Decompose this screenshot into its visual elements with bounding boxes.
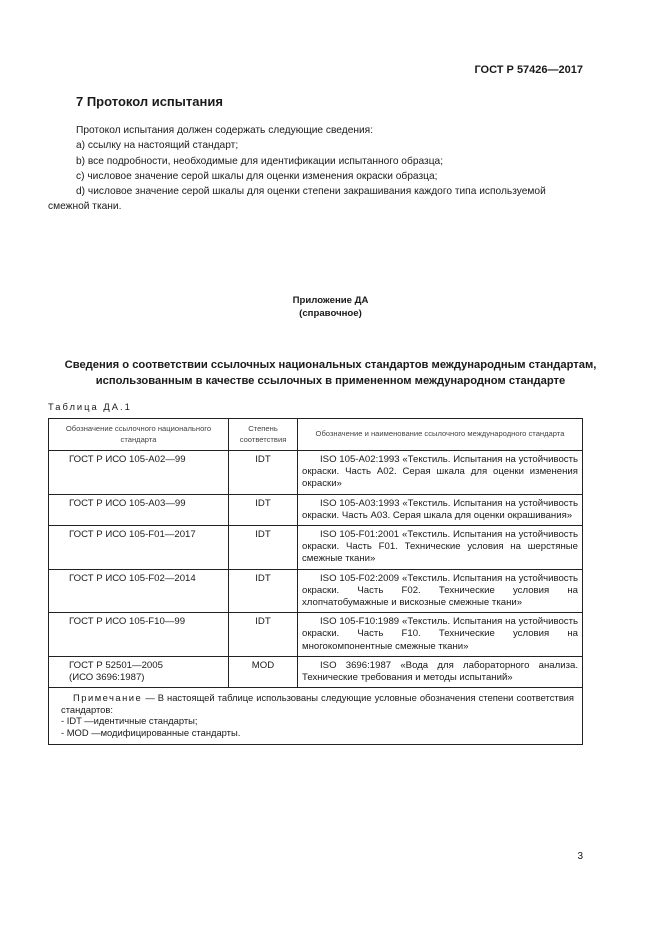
document-code: ГОСТ Р 57426—2017 — [474, 64, 583, 76]
cell-degree: IDT — [229, 526, 298, 570]
correspondence-table — [48, 418, 583, 745]
table-label: Таблица ДА.1 — [48, 401, 132, 412]
table-row — [49, 451, 583, 495]
appendix-title: Приложение ДА — [292, 295, 369, 306]
note-item: - MOD —модифицированные стандарты. — [61, 727, 241, 739]
cell-national: ГОСТ Р ИСО 105-F02—2014 — [49, 569, 229, 613]
cell-degree: MOD — [229, 656, 298, 687]
table-note-row — [49, 688, 583, 744]
cell-international: ISO 105-A03:1993 «Текстиль. Испытания на устойчивость окраски. Часть А03. Серая шкала для оценки окрашивания» — [298, 494, 583, 525]
table-row — [49, 494, 583, 525]
table-row — [49, 613, 583, 657]
header-degree: Степень соответствия — [229, 419, 298, 451]
note-item: - IDT —идентичные стандарты; — [61, 715, 198, 727]
table-row — [49, 526, 583, 570]
section-body — [48, 123, 583, 215]
cell-national-line: (ИСО 3696:1987) — [69, 672, 145, 684]
note-lead: Примечание — [73, 692, 143, 704]
list-item: d) числовое значение серой шкалы для оценки степени закрашивания каждого типа используемой смежной ткани. — [48, 186, 546, 213]
cell-degree: IDT — [229, 451, 298, 495]
list-item: c) числовое значение серой шкалы для оценки изменения окраски образца; — [76, 170, 438, 182]
cell-national: ГОСТ Р ИСО 105-A02—99 — [49, 451, 229, 495]
cell-international: ISO 3696:1987 «Вода для лабораторного анализа. Технические требования и методы испытаний» — [298, 656, 583, 687]
cell-national-line: ГОСТ Р 52501—2005 — [69, 659, 163, 671]
list-item: b) все подробности, необходимые для идентификации испытанного образца; — [76, 155, 444, 167]
cell-degree: IDT — [229, 569, 298, 613]
note-text — [61, 692, 574, 715]
cell-degree: IDT — [229, 494, 298, 525]
cell-international: ISO 105-F10:1989 «Текстиль. Испытания на устойчивость окраски. Часть F10. Технические условия на многокомпонентные смежные ткани» — [298, 613, 583, 657]
table-header-row — [49, 419, 583, 451]
list-item: a) ссылку на настоящий стандарт; — [76, 140, 239, 152]
cell-national: ГОСТ Р ИСО 105-F01—2017 — [49, 526, 229, 570]
section-title: 7 Протокол испытания — [76, 94, 223, 109]
cell-international: ISO 105-F02:2009 «Текстиль. Испытания на устойчивость окраски. Часть F02. Технические условия на хлопчатобумажные и вискозные смежные ткани» — [298, 569, 583, 613]
cell-international: ISO 105-F01:2001 «Текстиль. Испытания на устойчивость окраски. Часть F01. Технические условия на шерстяные смежные ткани» — [298, 526, 583, 570]
appendix-heading — [40, 357, 621, 389]
header-national: Обозначение ссылочного национального стандарта — [49, 419, 229, 451]
header-international: Обозначение и наименование ссылочного международного стандарта — [298, 419, 583, 451]
appendix-header — [0, 294, 661, 320]
cell-national — [49, 656, 229, 687]
appendix-subtitle: (справочное) — [299, 308, 362, 319]
cell-national: ГОСТ Р ИСО 105-F10—99 — [49, 613, 229, 657]
cell-degree: IDT — [229, 613, 298, 657]
page-number: 3 — [577, 851, 583, 862]
table-row — [49, 656, 583, 687]
heading-line: использованным в качестве ссылочных в примененном международном стандарте — [95, 375, 566, 387]
table-row — [49, 569, 583, 613]
table-note — [49, 688, 583, 744]
heading-line: Сведения о соответствии ссылочных национальных стандартов международным стандартам, — [64, 359, 597, 371]
section-intro: Протокол испытания должен содержать следующие сведения: — [76, 125, 374, 136]
cell-international: ISO 105-A02:1993 «Текстиль. Испытания на устойчивость окраски. Часть А02. Серая шкала для оценки изменения окраски» — [298, 451, 583, 495]
note-body: — В настоящей таблице использованы следующие условные обозначения степени соответствия стандартов: — [61, 692, 574, 715]
cell-national: ГОСТ Р ИСО 105-A03—99 — [49, 494, 229, 525]
